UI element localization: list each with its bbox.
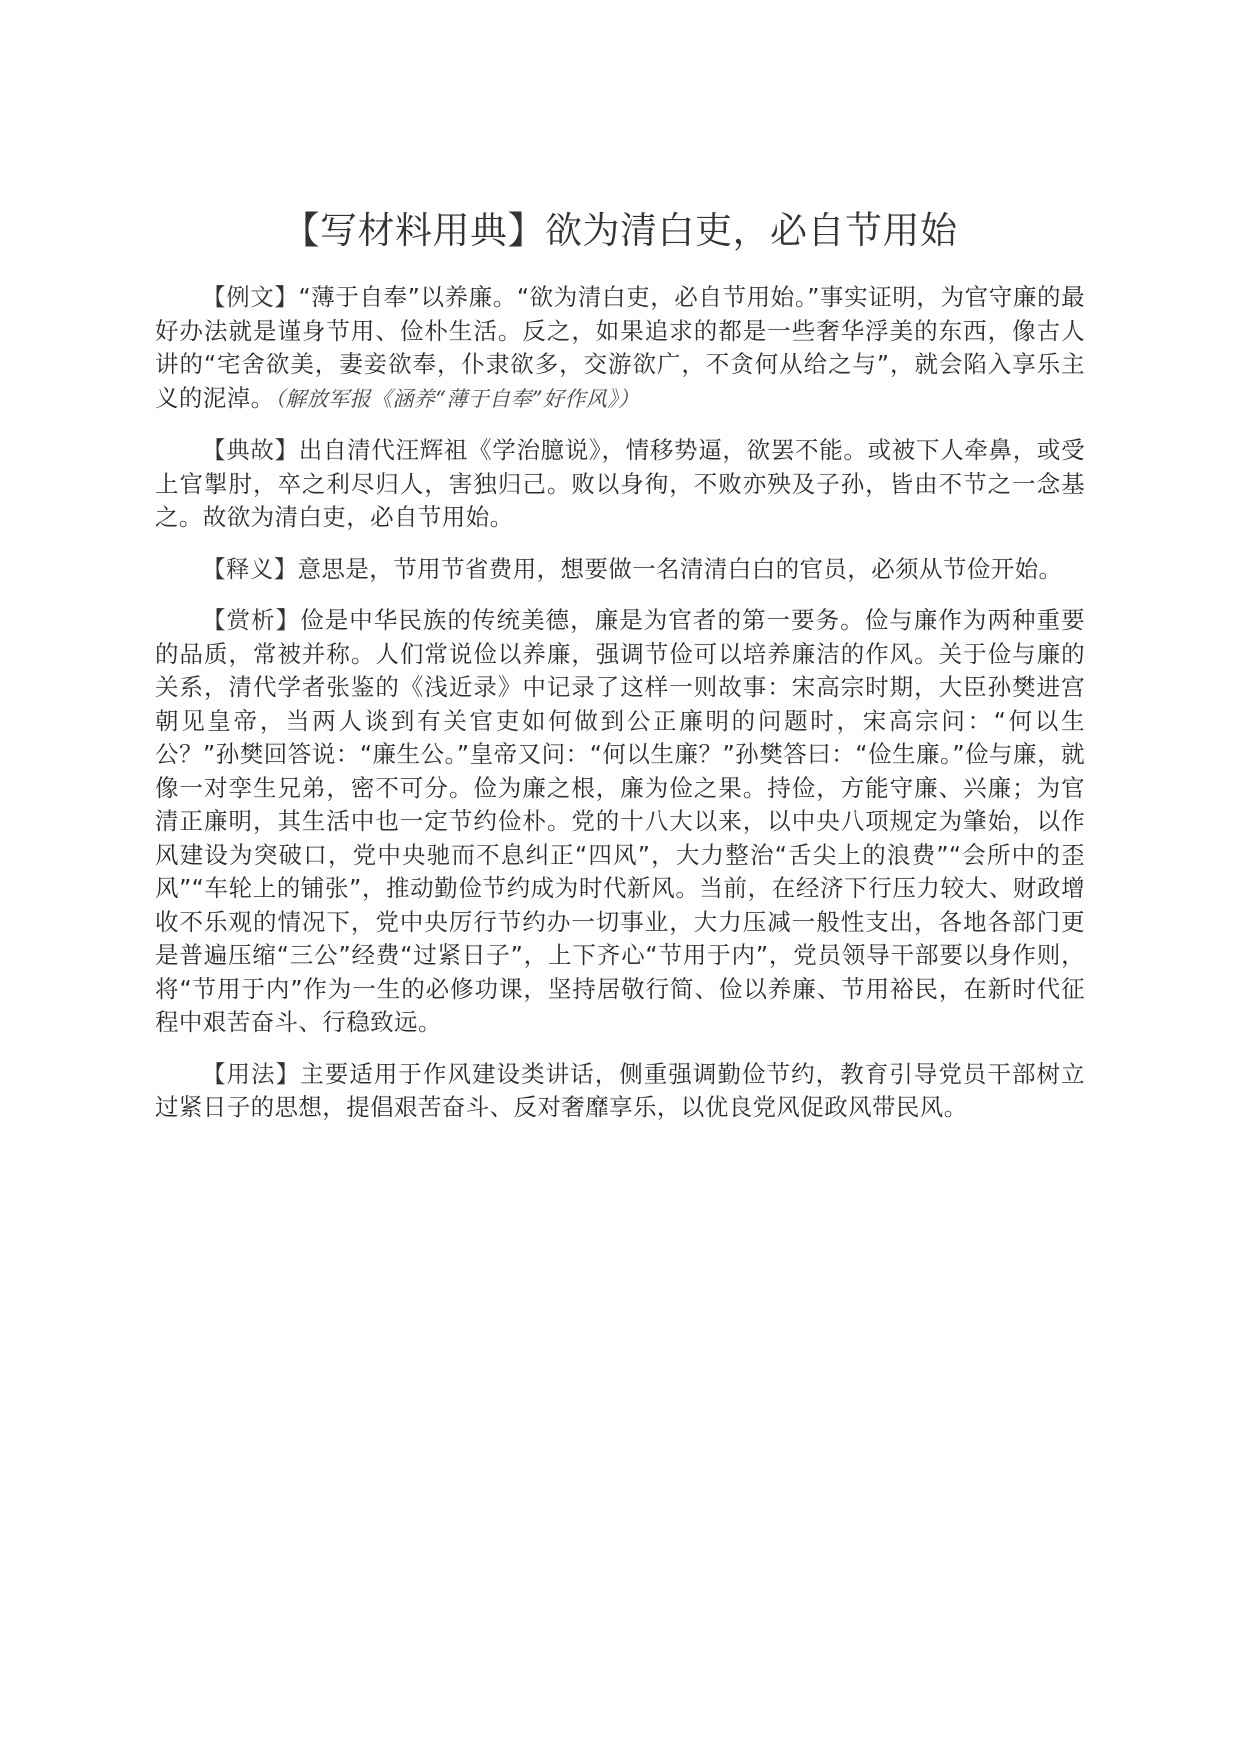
example-paragraph <box>155 281 1085 416</box>
appreciation-label: 【赏析】 <box>202 606 301 634</box>
document-page <box>155 205 1085 1143</box>
allusion-label: 【典故】 <box>202 436 299 464</box>
allusion-text: 出自清代汪辉祖《学治臆说》，情移势逼，欲罢不能。或被下人牵鼻，或受上官掣肘，卒之利尽归人，害独归己。败以身徇，不败亦殃及子孙，皆由不节之一念基之。故欲为清白吏，必自节用始。 <box>155 436 1085 531</box>
meaning-paragraph <box>155 553 1085 587</box>
usage-text: 主要适用于作风建设类讲话，侧重强调勤俭节约，教育引导党员干部树立过紧日子的思想，提倡艰苦奋斗、反对奢靡享乐，以优良党风促政风带民风。 <box>155 1059 1085 1121</box>
example-label: 【例文】 <box>202 283 299 311</box>
meaning-text: 意思是，节用节省费用，想要做一名清清白白的官员，必须从节俭开始。 <box>297 554 1063 583</box>
appreciation-text: 俭是中华民族的传统美德，廉是为官者的第一要务。俭与廉作为两种重要的品质，常被并称。人们常说俭以养廉，强调节俭可以培养廉洁的作风。关于俭与廉的关系，清代学者张鉴的《浅近录》中记录了这样一则故事：宋高宗时期，大臣孙樊进宫朝见皇帝，当两人谈到有关官吏如何做到公正廉明的问题时，宋高宗问：“何以生公？”孙樊回答说：“廉生公。”皇帝又问：“何以生廉？”孙樊答曰：“俭生廉。”俭与廉，就像一对孪生兄弟，密不可分。俭为廉之根，廉为俭之果。持俭，方能守廉、兴廉；为官清正廉明，其生活中也一定节约俭朴。党的十八大以来，以中央八项规定为肇始，以作风建设为突破口，党中央驰而不息纠正“四风”，大力整治“舌尖上的浪费”“会所中的歪风”“车轮上的铺张”，推动勤俭节约成为时代新风。当前，在经济下行压力较大、财政增收不乐观的情况下，党中央厉行节约办一切事业，大力压减一般性支出，各地各部门更是普遍压缩“三公”经费“过紧日子”，上下齐心“节用于内”，党员领导干部要以身作则，将“节用于内”作为一生的必修功课，坚持居敬行简、俭以养廉、节用裕民，在新时代征程中艰苦奋斗、行稳致远。 <box>155 606 1085 1036</box>
appreciation-paragraph <box>155 604 1085 1040</box>
example-text: “薄于自奉”以养廉。“欲为清白吏，必自节用始。”事实证明，为官守廉的最好办法就是谨身节用、俭朴生活。反之，如果追求的都是一些奢华浮美的东西，像古人讲的“宅舍欲美，妻妾欲奉，仆隶欲多，交游欲广，不贪何从给之与”，就会陷入享乐主义的泥淖。 <box>155 283 1085 412</box>
example-source: （解放军报《涵养“薄于自奉”好作风》） <box>274 386 640 411</box>
usage-paragraph <box>155 1058 1085 1125</box>
allusion-paragraph <box>155 434 1085 535</box>
usage-label: 【用法】 <box>202 1059 301 1088</box>
document-title: 【写材料用典】欲为清白吏，必自节用始 <box>282 209 958 252</box>
meaning-label: 【释义】 <box>202 554 298 583</box>
